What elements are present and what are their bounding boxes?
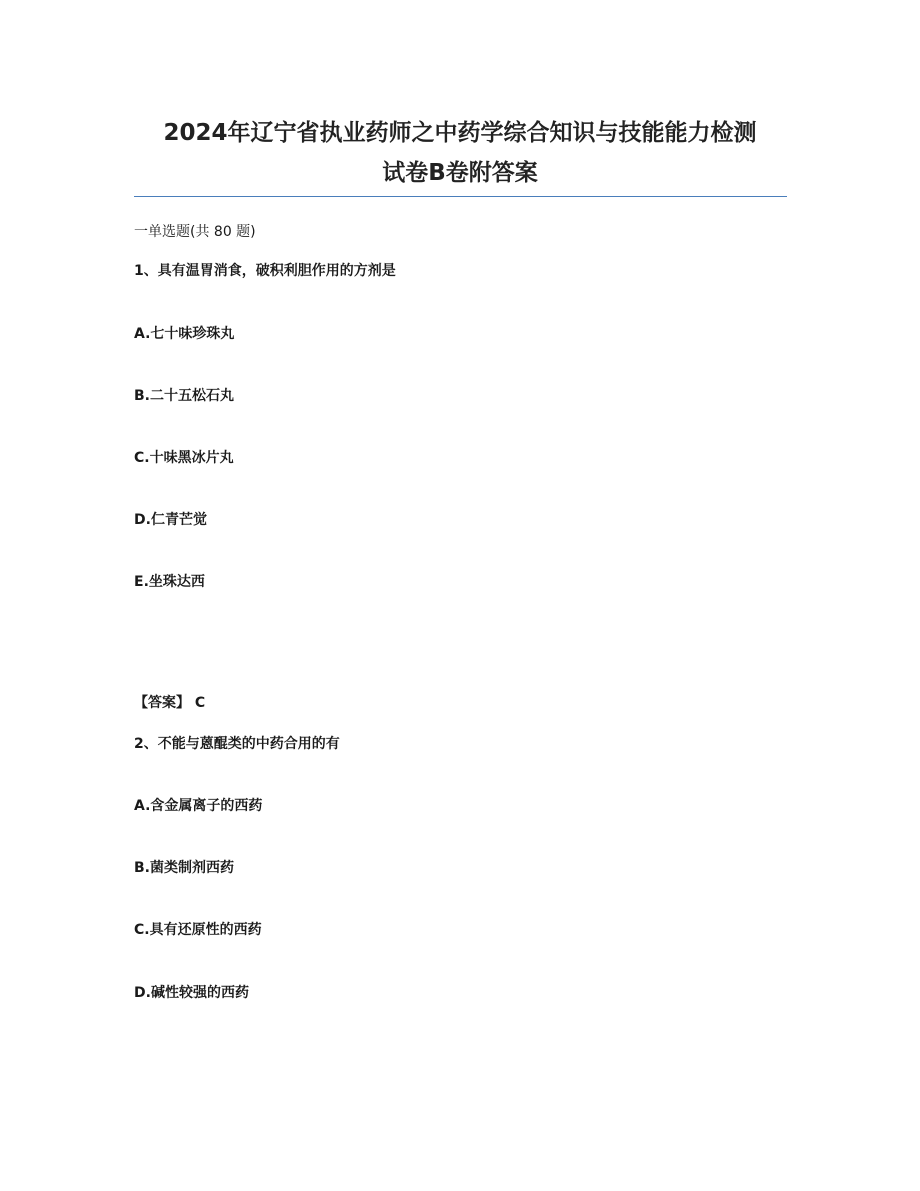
- question-1-option-c: C.十味黑冰片丸: [134, 450, 234, 466]
- question-1-option-e: E.坐珠达西: [134, 574, 205, 590]
- question-1-option-b: B.二十五松石丸: [134, 388, 234, 404]
- document-title-line-2: 试卷B卷附答案: [382, 160, 538, 186]
- question-1-answer: 【答案】 C: [134, 695, 206, 711]
- question-2-option-a: A.含金属离子的西药: [134, 798, 263, 814]
- question-2-option-d: D.碱性较强的西药: [134, 985, 249, 1001]
- question-2-option-c: C.具有还原性的西药: [134, 922, 262, 938]
- section-heading: 一单选题(共 80 题): [134, 224, 256, 240]
- question-2-option-b: B.菌类制剂西药: [134, 860, 234, 876]
- document-title-line-1: 2024年辽宁省执业药师之中药学综合知识与技能能力检测: [163, 120, 757, 146]
- question-2-stem: 2、不能与蒽醌类的中药合用的有: [134, 736, 340, 752]
- question-1-option-a: A.七十味珍珠丸: [134, 326, 235, 342]
- title-divider: [134, 196, 787, 197]
- question-1-option-d: D.仁青芒觉: [134, 512, 207, 528]
- question-1-stem: 1、具有温胃消食，破积利胆作用的方剂是: [134, 263, 396, 279]
